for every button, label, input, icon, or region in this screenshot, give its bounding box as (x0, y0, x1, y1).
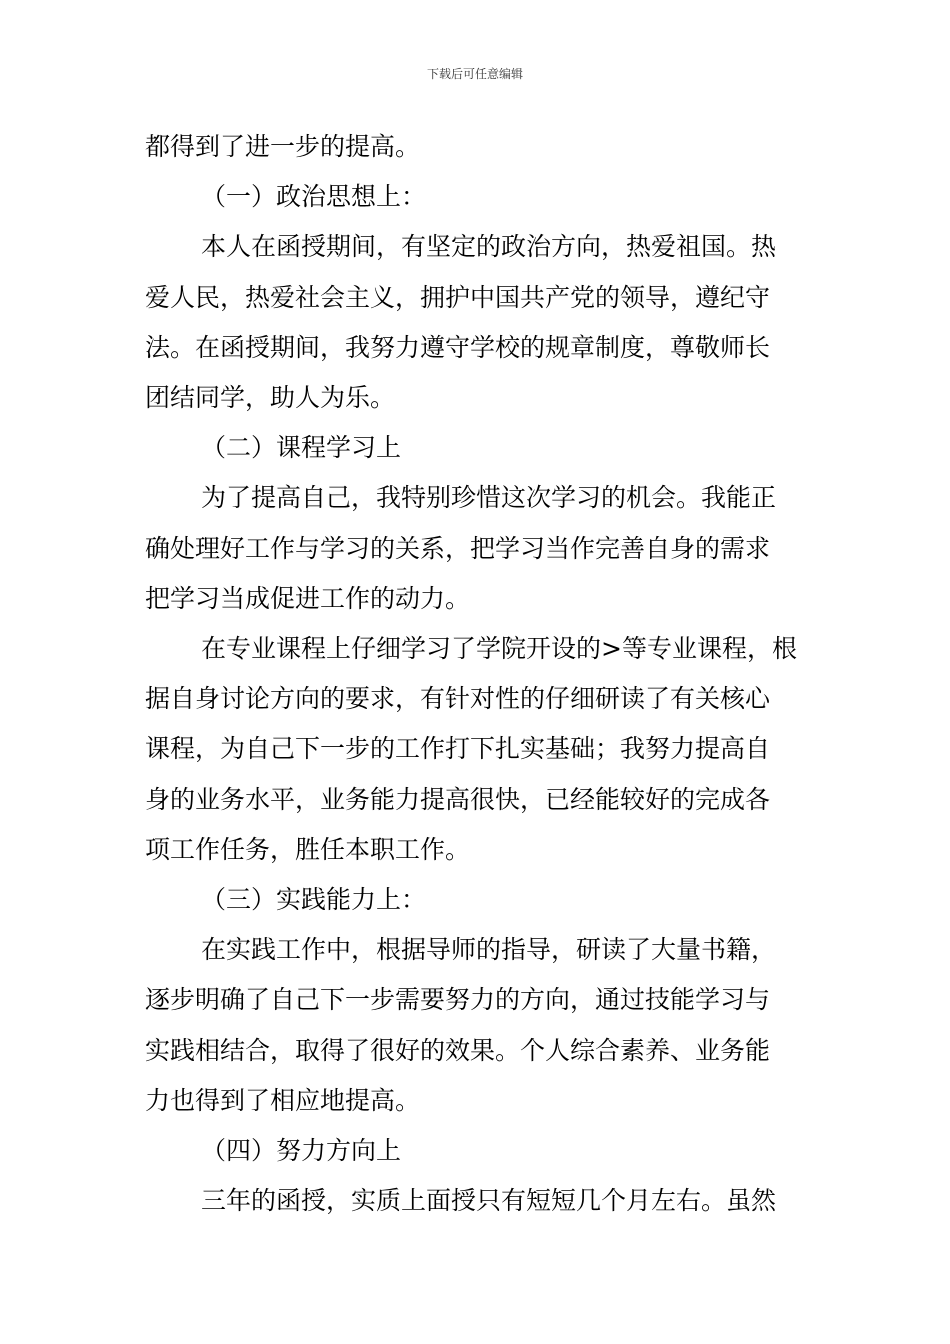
text-line: 团结同学，助人为乐。 (145, 383, 396, 413)
text-line: 课程，为自己下一步的工作打下扎实基础；我努力提高自 (145, 734, 771, 764)
text-line: 项工作任务，胜任本职工作。 (145, 834, 471, 864)
section-heading: （四）努力方向上 (201, 1136, 402, 1166)
section-heading: （二）课程学习上 (201, 433, 402, 463)
text-line: 实践相结合，取得了很好的效果。个人综合素养、业务能 (145, 1035, 771, 1065)
text-line: 本人在函授期间，有坚定的政治方向，热爱祖国。热 (201, 232, 777, 262)
text-line: 据自身讨论方向的要求，有针对性的仔细研读了有关核心 (145, 684, 771, 714)
text-line: 爱人民，热爱社会主义，拥护中国共产党的领导，遵纪守 (145, 282, 771, 312)
section-heading: （三）实践能力上： (201, 885, 427, 915)
section-heading: （一）政治思想上： (201, 182, 427, 212)
text-line: 都得到了进一步的提高。 (145, 132, 421, 161)
text-line: 确处理好工作与学习的关系，把学习当作完善自身的需求 (145, 533, 771, 563)
text-line: 身的业务水平，业务能力提高很快，已经能较好的完成各 (145, 784, 771, 814)
text-line: 为了提高自己，我特别珍惜这次学习的机会。我能正 (201, 483, 777, 513)
text-line: 力也得到了相应地提高。 (145, 1085, 421, 1115)
text-line: 在实践工作中，根据导师的指导，研读了大量书籍， (201, 935, 777, 965)
document-body (145, 122, 810, 1226)
text-line: 三年的函授，实质上面授只有短短几个月左右。虽然 (201, 1186, 777, 1216)
text-line: 法。在函授期间，我努力遵守学校的规章制度，尊敬师长 (145, 332, 771, 362)
page-header: 下载后可任意编辑 (426, 67, 523, 81)
text-line: 逐步明确了自己下一步需要努力的方向，通过技能学习与 (145, 985, 771, 1015)
text-line: 把学习当成促进工作的动力。 (145, 583, 471, 613)
text-line: 在专业课程上仔细学习了学院开设的>等专业课程，根 (201, 634, 797, 664)
